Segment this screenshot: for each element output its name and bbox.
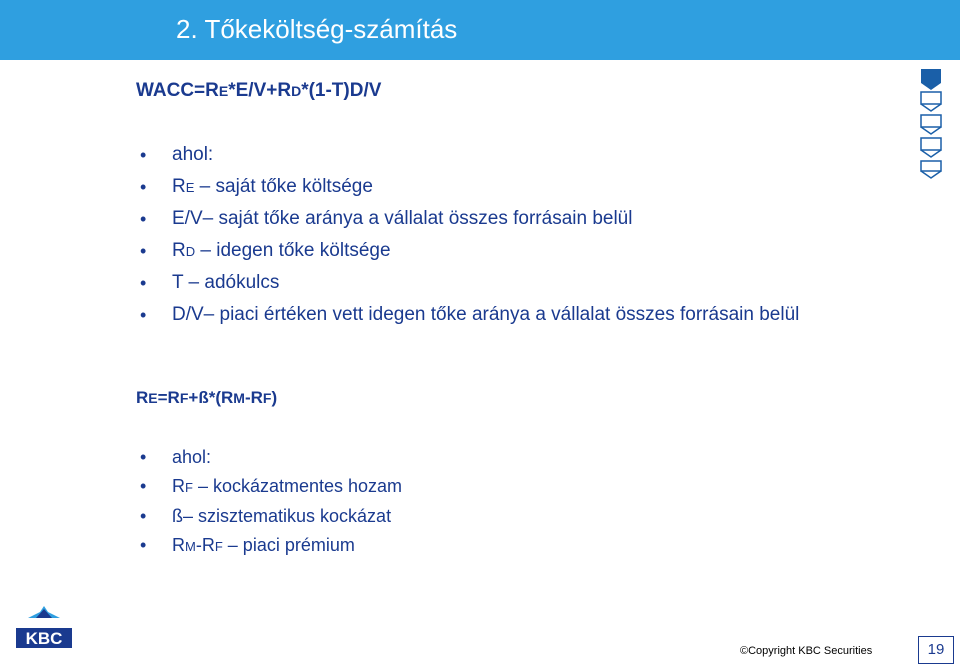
capm-bullet-list	[140, 445, 402, 563]
bullet-text: -R	[195, 534, 215, 555]
page-title: 2. Tőkeköltség-számítás	[176, 14, 458, 44]
list-item	[140, 504, 402, 528]
list-item	[140, 445, 402, 469]
wacc-bullet-list	[140, 143, 880, 334]
capm-sub: E	[148, 390, 158, 406]
chevron-stack-icon	[920, 68, 942, 180]
svg-text:KBC: KBC	[25, 629, 63, 648]
list-item	[140, 533, 402, 559]
wacc-part: *(1-T)D/V	[301, 80, 382, 101]
list-item	[140, 474, 402, 500]
bullet-sub: M	[185, 538, 196, 554]
bullet-text: R	[172, 239, 186, 261]
wacc-sub: E	[218, 83, 229, 99]
bullet-text: – piaci prémium	[222, 534, 355, 555]
bullet-text: ß– szisztematikus kockázat	[172, 506, 392, 526]
list-item	[140, 303, 880, 327]
list-item	[140, 175, 880, 200]
capm-part: R	[136, 388, 149, 407]
capm-part: -R	[244, 388, 263, 407]
bullet-text: D/V– piaci értéken vett idegen tőke aránya a vállalat összes forrásain belül	[172, 303, 800, 325]
bullet-text: T – adókulcs	[172, 272, 280, 293]
list-item	[140, 143, 880, 167]
capm-part: )	[271, 388, 278, 407]
capm-sub: F	[179, 390, 189, 406]
capm-formula	[136, 388, 277, 408]
bullet-text: ahol:	[172, 447, 212, 467]
bullet-sub: E	[185, 179, 195, 195]
bullet-text: ahol:	[172, 144, 214, 165]
title-bar	[0, 0, 960, 60]
bullet-text: R	[172, 534, 185, 555]
bullet-text: R	[172, 475, 185, 496]
capm-sub: M	[233, 390, 245, 406]
bullet-sub: F	[185, 479, 193, 495]
page-number: 19	[918, 636, 954, 664]
bullet-text: R	[172, 175, 186, 197]
kbc-logo-icon	[14, 602, 74, 650]
list-item	[140, 271, 880, 295]
bullet-sub: F	[214, 538, 223, 554]
wacc-part: WACC=R	[136, 80, 219, 101]
list-item	[140, 239, 880, 264]
capm-part: +ß*(R	[188, 388, 234, 407]
list-item	[140, 207, 880, 231]
wacc-part: *E/V+R	[228, 80, 292, 101]
bullet-text: – saját tőke költsége	[194, 175, 373, 197]
capm-part: =R	[157, 388, 180, 407]
wacc-formula	[136, 80, 381, 102]
bullet-sub: D	[185, 243, 196, 259]
wacc-sub: D	[291, 83, 302, 99]
capm-sub: F	[262, 390, 272, 406]
bullet-text: – idegen tőke költsége	[195, 239, 391, 261]
bullet-text: E/V– saját tőke aránya a vállalat összes forrásain belül	[172, 208, 633, 229]
bullet-text: – kockázatmentes hozam	[192, 475, 403, 496]
copyright-text: ©Copyright KBC Securities	[740, 645, 873, 657]
